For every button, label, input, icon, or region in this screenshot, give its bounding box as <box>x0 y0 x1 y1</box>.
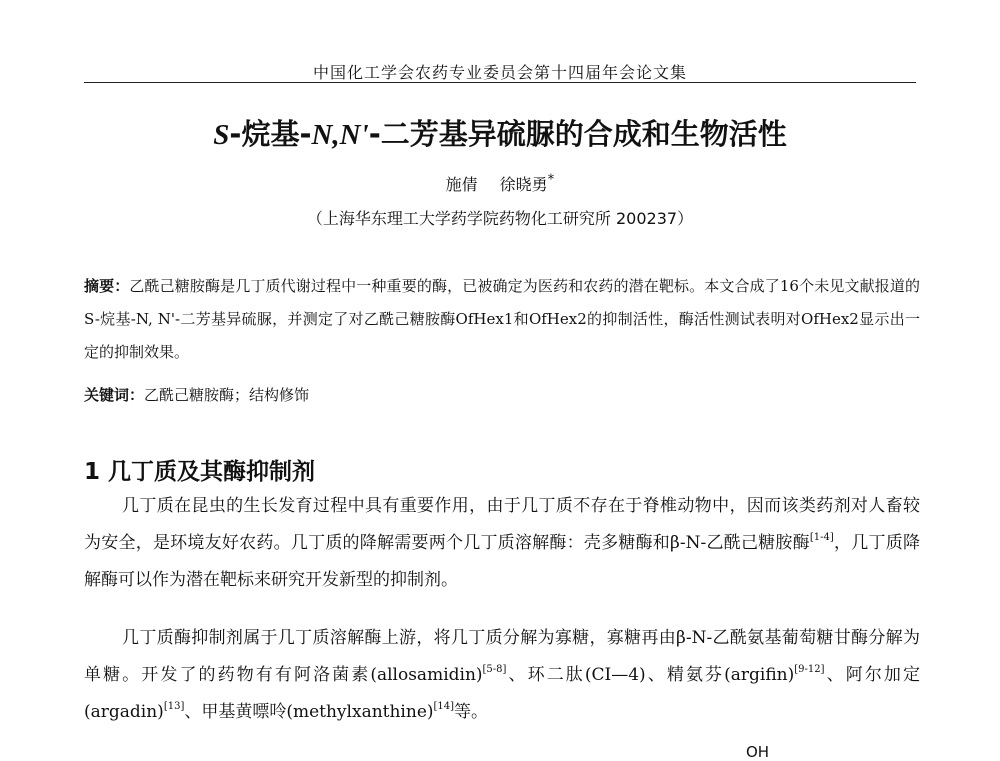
author-list <box>0 172 1000 195</box>
paper-title <box>0 112 1000 153</box>
title-part: N,N' <box>311 119 369 151</box>
abstract <box>84 270 920 369</box>
title-part: S <box>213 119 230 151</box>
keywords <box>84 379 920 412</box>
paragraph-text: 等。 <box>454 702 489 722</box>
keywords-text: 乙酰己糖胺酶；结构修饰 <box>144 386 310 404</box>
keywords-label: 关键词： <box>84 386 145 404</box>
title-part: -二芳基异硫脲的合成和生物活性 <box>368 117 787 151</box>
header-rule <box>84 82 916 83</box>
author-name: 施倩 <box>445 175 478 194</box>
paragraph-text: 、阿尔加定(argadin) <box>84 665 920 722</box>
paragraph-text: 、甲基黄嘌呤(methylxanthine) <box>184 702 434 722</box>
structure-fragment-label: OH <box>746 743 770 761</box>
abstract-text: 乙酰己糖胺酶是几丁质代谢过程中一种重要的酶，已被确定为医药和农药的潜在靶标。本文合成了16个未见文献报道的S-烷基-N, N'-二芳基异硫脲，并测定了对乙酰己糖胺酶OfHex1和OfHex2的抑制活性，酶活性测试表明对OfHex2显示出一定的抑制效果。 <box>84 277 920 361</box>
citation: [5-8] <box>482 664 507 675</box>
author-name: 徐晓勇 <box>499 175 548 194</box>
abstract-label: 摘要： <box>84 277 130 295</box>
body-paragraph <box>84 488 920 599</box>
body-paragraph <box>84 620 920 731</box>
citation: [13] <box>163 701 185 712</box>
citation: [1-4] <box>809 532 834 543</box>
citation: [9-12] <box>794 664 825 675</box>
title-part: -烷基- <box>229 117 312 151</box>
paragraph-text: ，几丁质降解酶可以作为潜在靶标来研究开发新型的抑制剂。 <box>84 533 920 590</box>
running-header: 中国化工学会农药专业委员会第十四届年会论文集 <box>312 63 687 82</box>
corresponding-mark: * <box>547 172 555 188</box>
paragraph-text: 几丁质在昆虫的生长发育过程中具有重要作用，由于几丁质不存在于脊椎动物中，因而该类药剂对人畜较为安全，是环境友好农药。几丁质的降解需要两个几丁质溶解酶：壳多糖酶和β-N-乙酰己糖胺酶 <box>84 496 920 553</box>
citation: [14] <box>433 701 455 712</box>
paragraph-text: 几丁质酶抑制剂属于几丁质溶解酶上游，将几丁质分解为寡糖，寡糖再由β-N-乙酰氨基葡萄糖甘酶分解为单糖。开发了的药物有有阿洛菌素(allosamidin) <box>84 628 920 685</box>
affiliation: （上海华东理工大学药学院药物化工研究所 200237） <box>306 209 694 228</box>
paragraph-text: 、环二肽(CI—4)、精氨芬(argifin) <box>506 665 795 685</box>
section-heading: 1 几丁质及其酶抑制剂 <box>84 459 316 485</box>
